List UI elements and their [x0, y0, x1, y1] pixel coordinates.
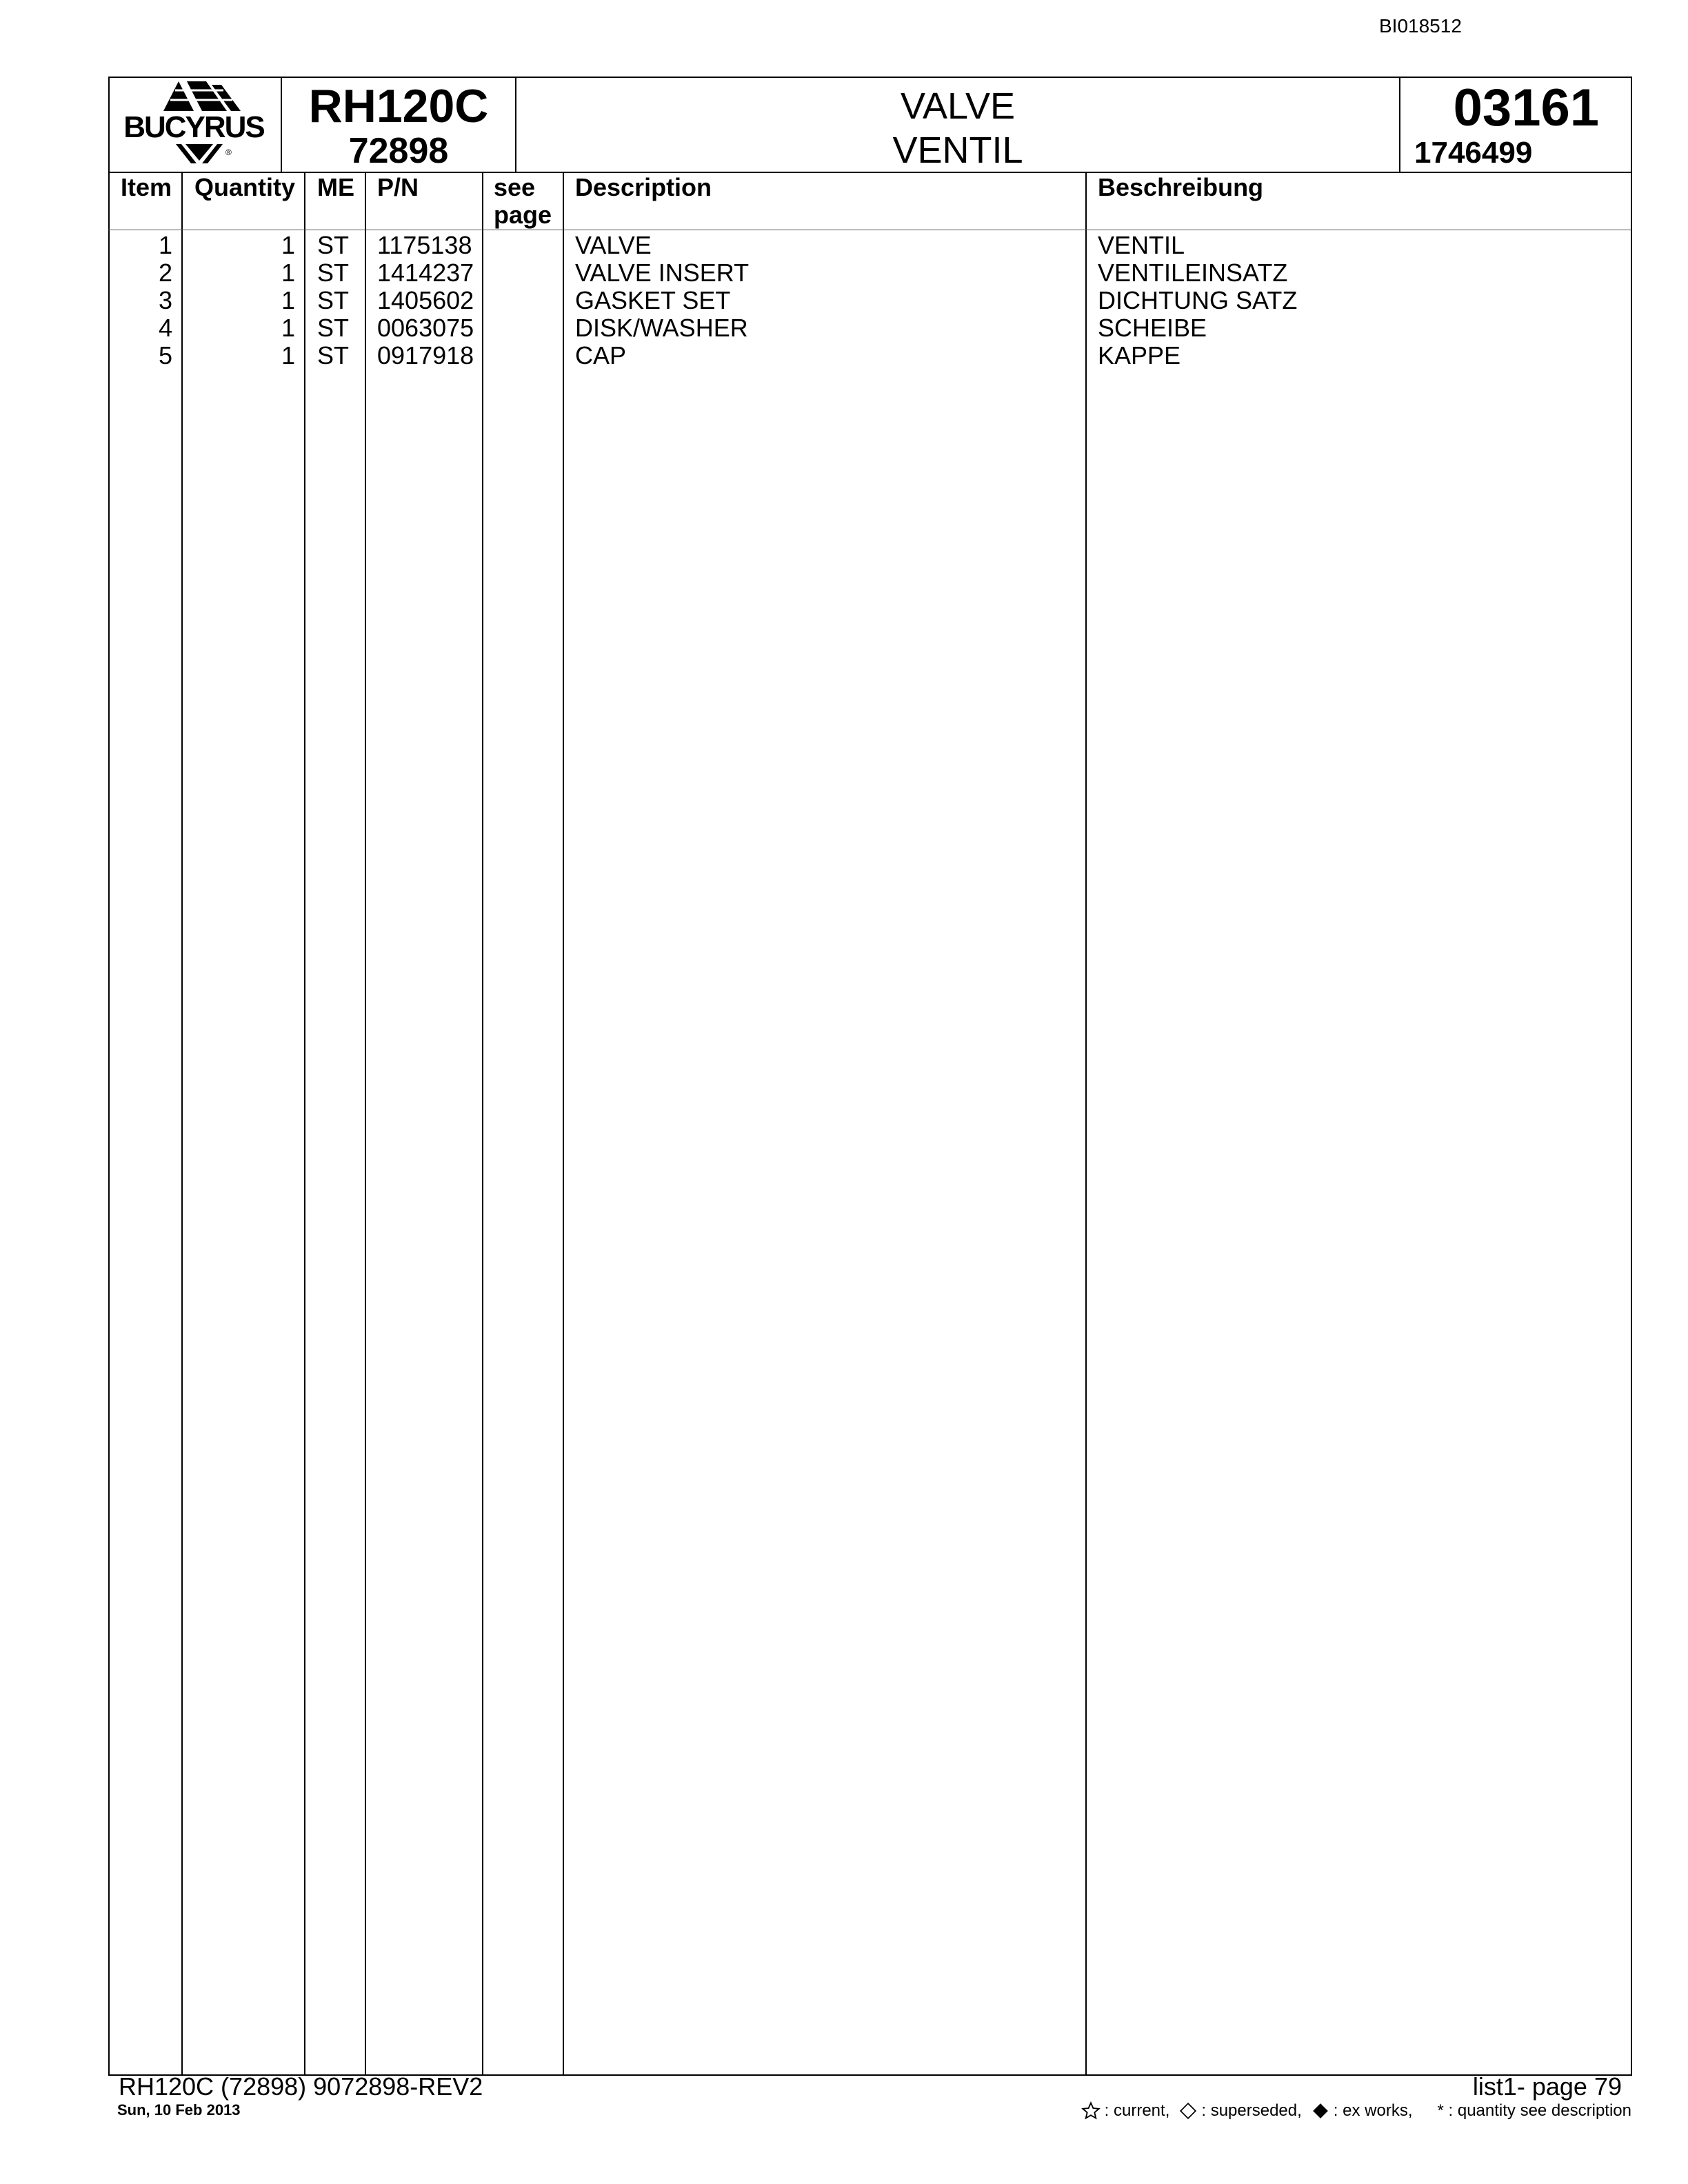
cell-item: 4	[158, 314, 172, 342]
legend-superseded: : superseded,	[1201, 2101, 1302, 2120]
diamond-filled-icon	[1312, 2102, 1329, 2120]
column-divider	[1085, 173, 1087, 2074]
cell-description: GASKET SET	[575, 286, 731, 314]
cell-me: ST	[317, 341, 350, 370]
cell-me: ST	[317, 314, 350, 342]
column-header-quantity: Quantity	[194, 173, 296, 201]
cell-quantity: 1	[281, 231, 295, 259]
cell-item: 3	[158, 286, 172, 314]
column-header-item: Item	[121, 173, 172, 201]
title-english: VALVE	[900, 85, 1016, 127]
cell-pn: 0917918	[377, 341, 474, 370]
header-block	[108, 77, 1632, 173]
cell-description: VALVE	[575, 231, 652, 259]
code-cell	[1400, 78, 1634, 172]
column-divider	[563, 173, 564, 2074]
cell-beschreibung: SCHEIBE	[1098, 314, 1207, 342]
bucyrus-logo	[110, 78, 282, 173]
cell-item: 2	[158, 259, 172, 287]
title-german: VENTIL	[892, 130, 1023, 171]
column-header-see-page-2: page	[494, 201, 552, 229]
cell-beschreibung: VENTILEINSATZ	[1098, 259, 1288, 287]
column-header-pn: P/N	[377, 173, 419, 201]
column-divider	[304, 173, 305, 2074]
model-name: RH120C	[308, 80, 489, 132]
legend-current: : current,	[1104, 2101, 1170, 2120]
svg-text:®: ®	[225, 148, 232, 157]
column-divider	[482, 173, 483, 2074]
footer-date: Sun, 10 Feb 2013	[117, 2101, 241, 2119]
footer-document-ref: RH120C (72898) 9072898-REV2	[119, 2072, 483, 2101]
column-header-description: Description	[575, 173, 712, 201]
cell-quantity: 1	[281, 286, 295, 314]
cell-me: ST	[317, 231, 350, 259]
star-outline-icon	[1081, 2101, 1101, 2121]
footer-page-number: list1- page 79	[1472, 2072, 1622, 2101]
assembly-part-number: 1746499	[1414, 136, 1533, 170]
column-header-see-page: see	[494, 173, 536, 201]
cell-pn: 1175138	[377, 231, 472, 259]
cell-pn: 1405602	[377, 286, 474, 314]
svg-text:BUCYRUS: BUCYRUS	[123, 110, 264, 144]
cell-beschreibung: DICHTUNG SATZ	[1098, 286, 1298, 314]
column-divider	[365, 173, 366, 2074]
legend-ex-works: : ex works,	[1333, 2101, 1413, 2120]
cell-description: VALVE INSERT	[575, 259, 750, 287]
cell-me: ST	[317, 286, 350, 314]
cell-beschreibung: VENTIL	[1098, 231, 1185, 259]
document-id: BI018512	[1379, 15, 1462, 37]
cell-pn: 1414237	[377, 259, 474, 287]
cell-me: ST	[317, 259, 350, 287]
cell-item: 5	[158, 341, 172, 370]
assembly-code: 03161	[1453, 79, 1599, 137]
title-cell	[516, 78, 1400, 172]
diamond-outline-icon	[1179, 2102, 1197, 2120]
model-number: 72898	[348, 131, 449, 171]
cell-quantity: 1	[281, 259, 295, 287]
logo-cell	[110, 78, 282, 172]
cell-beschreibung: KAPPE	[1098, 341, 1181, 370]
column-header-beschreibung: Beschreibung	[1098, 173, 1264, 201]
legend-quantity: * : quantity see description	[1437, 2101, 1631, 2120]
cell-item: 1	[158, 231, 172, 259]
cell-quantity: 1	[281, 341, 295, 370]
model-cell	[282, 78, 516, 172]
cell-description: CAP	[575, 341, 627, 370]
symbol-legend	[1081, 2101, 1631, 2121]
column-header-me: ME	[317, 173, 354, 201]
parts-table	[108, 173, 1632, 2076]
cell-quantity: 1	[281, 314, 295, 342]
cell-pn: 0063075	[377, 314, 474, 342]
cell-description: DISK/WASHER	[575, 314, 748, 342]
column-divider	[181, 173, 183, 2074]
